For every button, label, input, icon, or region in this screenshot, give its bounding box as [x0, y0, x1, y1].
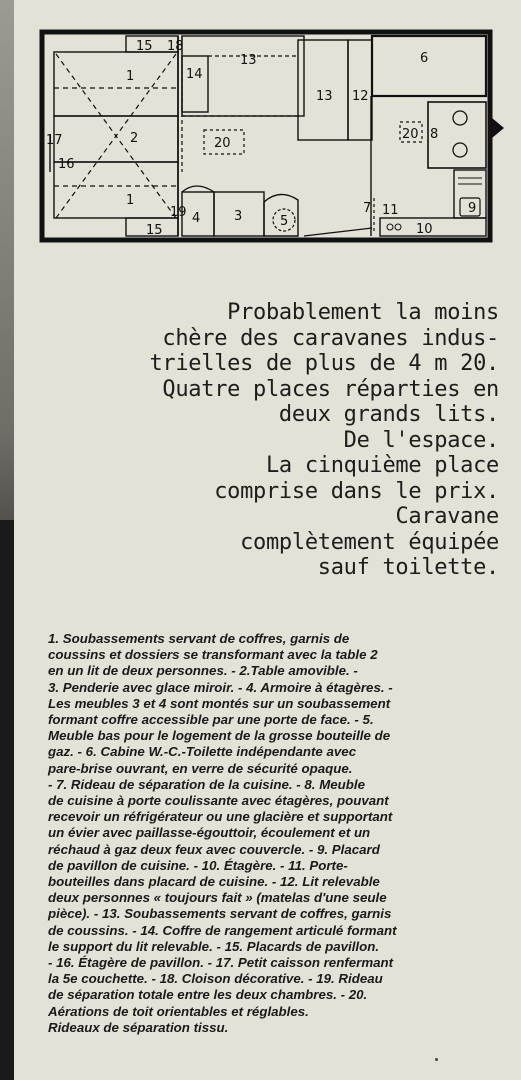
plan-label: 4: [192, 211, 201, 226]
legend-line: réchaud à gaz deux feux avec couvercle. - 9. Placard: [48, 841, 380, 857]
plan-label: 20: [402, 127, 419, 142]
plan-label: 12: [352, 89, 369, 104]
pitch-line: complètement équipée: [240, 529, 499, 555]
legend-line: de cuisine à porte coulissante avec étagères, pouvant: [48, 793, 389, 809]
plan-label: 1: [126, 69, 135, 84]
plan-label: 15: [136, 39, 153, 54]
legend-line: formant coffre accessible par une porte de face. - 5.: [48, 712, 374, 728]
plan-label: 10: [416, 222, 433, 237]
plan-label: 2: [130, 131, 139, 146]
legend-line: pare-brise ouvrant, en verre de sécurité opaque.: [48, 760, 353, 776]
legend-line: le support du lit relevable. - 15. Placards de pavillon.: [48, 938, 380, 954]
plan-bench-1-top: [54, 52, 178, 116]
legend-line: pièce). - 13. Soubassements servant de coffres, garnis: [48, 906, 392, 922]
plan-entrance-door: [304, 228, 372, 236]
plan-label: 16: [58, 157, 75, 172]
plan-label: 7: [363, 201, 372, 216]
pitch-line: Probablement la moins: [227, 300, 499, 325]
legend-line: deux personnes « toujours fait » (matelas d'une seule: [48, 890, 387, 906]
plan-label: 5: [280, 214, 289, 229]
plan-label: 19: [170, 205, 187, 220]
pitch-line: deux grands lits.: [278, 402, 499, 427]
legend-line: Meuble bas pour le logement de la grosse bouteille de: [48, 728, 391, 744]
pitch-line: De l'espace.: [343, 427, 499, 453]
plan-bed-dashes: [54, 54, 178, 218]
plan-table-2: [54, 116, 178, 162]
legend-line: 1. Soubassements servant de coffres, garnis de: [48, 631, 350, 646]
legend-line: Rideaux de séparation tissu.: [48, 1019, 229, 1035]
plan-label: 13: [316, 89, 333, 104]
legend-line: de séparation totale entre les deux chambres. - 20.: [48, 987, 368, 1003]
plan-label: 6: [420, 51, 429, 66]
pitch-line: sauf toilette.: [317, 555, 499, 580]
pitch-line: Quatre places réparties en: [162, 376, 499, 402]
legend-line: en un lit de deux personnes. - 2.Table amovible. -: [48, 663, 358, 679]
plan-label: 14: [186, 67, 203, 82]
legend-line: de coussins. - 14. Coffre de rangement articulé formant: [48, 922, 397, 938]
legend-line: - 16. Étagère de pavillon. - 17. Petit caisson renfermant: [48, 955, 394, 971]
legend-line: gaz. - 6. Cabine W.-C.-Toilette indépendante avec: [48, 744, 357, 760]
legend-line: - 7. Rideau de séparation de la cuisine. - 8. Meuble: [48, 776, 365, 792]
plan-label: 8: [430, 127, 439, 142]
legend-line: bouteilles dans placard de cuisine. - 12. Lit relevable: [48, 874, 380, 890]
legend-line: de pavillon de cuisine. - 10. Étagère. - 11. Porte-: [48, 857, 348, 873]
legend-line: Aérations de toit orientables et réglables.: [48, 1003, 309, 1019]
plan-label: 3: [234, 209, 243, 224]
plan-labels: [46, 39, 476, 238]
plan-label: 17: [46, 133, 63, 148]
plan-tow-hitch: [492, 118, 504, 138]
legend-line: Les meubles 3 et 4 sont montés sur un soubassement: [48, 695, 391, 711]
caravan-floor-plan: [36, 22, 516, 252]
plan-label: 15: [146, 223, 163, 238]
pitch-line: trielles de plus de 4 m 20.: [149, 351, 499, 376]
pitch-line: comprise dans le prix.: [214, 478, 499, 504]
plan-shelf-10: [380, 218, 486, 236]
legend-line: coussins et dossiers se transformant avec la table 2: [48, 647, 378, 663]
plan-legend: [48, 631, 508, 1036]
plan-label: 9: [468, 201, 477, 216]
page-edge-dark: [0, 520, 14, 1080]
legend-line: recevoir un réfrigérateur ou une glacière et supportant: [48, 809, 393, 825]
plan-label: 1: [126, 193, 135, 208]
pitch-text: [29, 300, 499, 581]
legend-line: la 5e couchette. - 18. Cloison décorative. - 19. Rideau: [48, 971, 383, 987]
pitch-line: Caravane: [395, 504, 499, 529]
plan-label: 20: [214, 136, 231, 151]
pitch-line: chère des caravanes indus-: [162, 325, 499, 351]
legend-line: un évier avec paillasse-égouttoir, écoulement et un: [48, 825, 371, 841]
plan-label: 11: [382, 203, 399, 218]
plan-wc-cabin-6: [372, 36, 486, 96]
plan-chest-14: [182, 56, 208, 112]
plan-label: 18: [167, 39, 184, 54]
plan-label: 13: [240, 53, 257, 68]
pitch-line: La cinquième place: [265, 453, 499, 478]
legend-line: 3. Penderie avec glace miroir. - 4. Armoire à étagères. -: [48, 679, 393, 695]
print-speck: [435, 1058, 438, 1061]
